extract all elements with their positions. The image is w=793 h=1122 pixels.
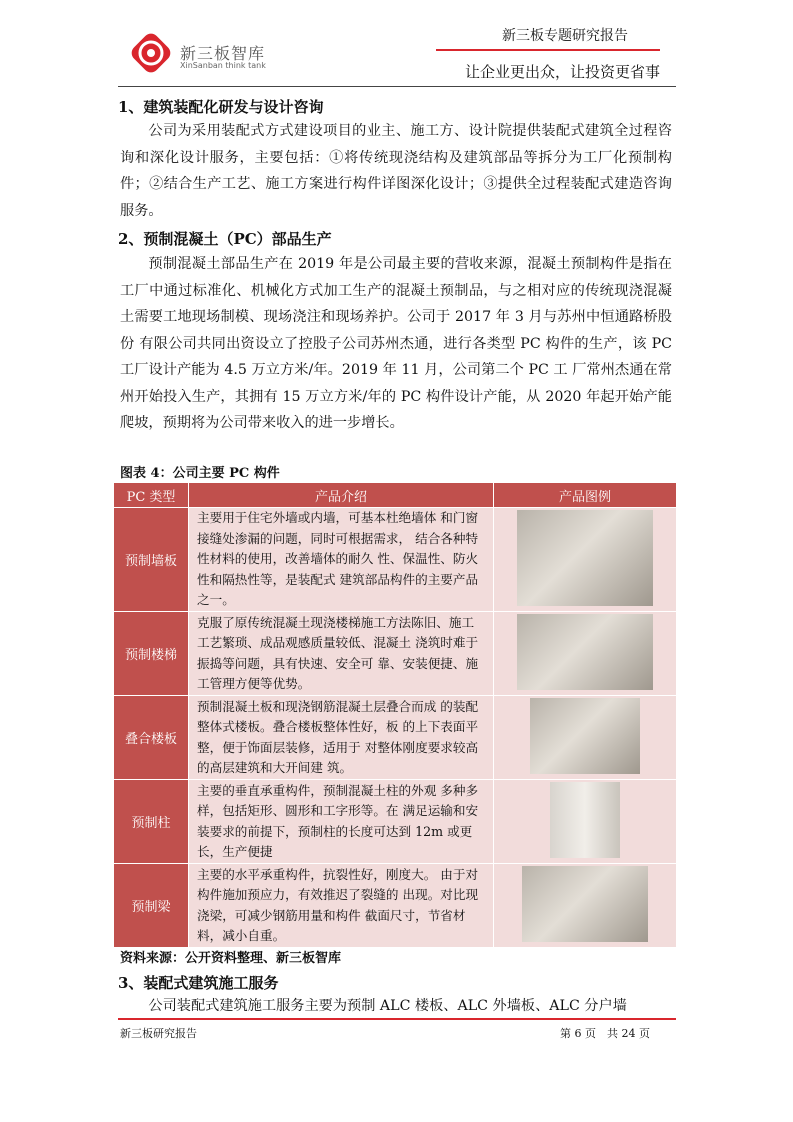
wall-panel-image xyxy=(517,510,653,606)
pc-type: 预制梁 xyxy=(114,864,189,948)
column-header: 产品图例 xyxy=(494,483,677,508)
report-title: 新三板专题研究报告 xyxy=(502,28,628,44)
table-header-row xyxy=(114,483,677,508)
pc-type: 预制墙板 xyxy=(114,508,189,612)
section-heading: 2、预制混凝土（PC）部品生产 xyxy=(118,230,332,248)
table-row xyxy=(114,696,677,780)
pc-description: 主要用于住宅外墙或内墙，可基本杜绝墙体 和门窗接缝处渗漏的问题，同时可根据需求， 结合各种特性材料的使用，改善墙体的耐久 性、保温性、防火性和隔热性等，是装配式 建筑部品构件的主要产品之一。 xyxy=(189,508,494,612)
column-image xyxy=(550,782,620,858)
composite-slab-image xyxy=(530,698,640,774)
beam-image xyxy=(522,866,648,942)
source-note: 资料来源：公开资料整理、新三板智库 xyxy=(120,951,342,966)
footer-label: 新三板研究报告 xyxy=(120,1027,197,1040)
section-heading: 3、装配式建筑施工服务 xyxy=(118,974,279,992)
footer-divider xyxy=(118,1018,676,1020)
header-divider xyxy=(436,49,660,51)
staircase-image xyxy=(517,614,653,690)
table-caption: 图表 4：公司主要 PC 构件 xyxy=(120,466,280,481)
paragraph: 预制混凝土部品生产在 2019 年是公司最主要的营收来源，混凝土预制构件是指在工厂中通过标准化、机械化方式加工生产的混凝土预制品，与之相对应的传统现浇混凝土需要工地现场制模、现场浇注和现场养护。公司于 2017 年 3 月与苏州中恒通路桥股份 有限公司共同出资设立了控股子公司苏州杰通，进行各类型 PC 构件的生产，该 PC 工厂设计产能为 4.5 万立方米/年。2019 年 11 月，公司第二个 PC 工 厂常州杰通在常州开始投入生产，其拥有 15 万立方米/年的 PC 构件设计产能，从 2020 年起开始产能爬坡，预期将为公司带来收入的进一步增长。 xyxy=(120,256,672,431)
column-header: 产品介绍 xyxy=(189,483,494,508)
logo-icon xyxy=(126,28,176,78)
pc-type: 叠合楼板 xyxy=(114,696,189,780)
table-row xyxy=(114,612,677,696)
paragraph: 公司为采用装配式方式建设项目的业主、施工方、设计院提供装配式建筑全过程咨询和深化设计服务，主要包括：①将传统现浇结构及建筑部品等拆分为工厂化预制构件；②结合生产工艺、施工方案进行构件详图深化设计；③提供全过程装配式建造咨询服务。 xyxy=(120,123,672,219)
logo-subtext: XinSanban think tank xyxy=(180,61,266,70)
table-row xyxy=(114,780,677,864)
pc-description: 主要的水平承重构件，抗裂性好，刚度大。 由于对构件施加预应力，有效推迟了裂缝的 出现。对比现浇梁，可减少钢筋用量和构件 截面尺寸，节省材料，减小自重。 xyxy=(189,864,494,948)
slogan: 让企业更出众，让投资更省事 xyxy=(464,63,660,81)
paragraph: 公司装配式建筑施工服务主要为预制 ALC 楼板、ALC 外墙板、ALC 分户墙 xyxy=(148,998,627,1014)
pc-description: 预制混凝土板和现浇钢筋混凝土层叠合而成 的装配整体式楼板。叠合楼板整体性好，板 的上下表面平整，便于饰面层装修，适用于 对整体刚度要求较高的高层建筑和大开间建 筑。 xyxy=(189,696,494,780)
pc-type: 预制柱 xyxy=(114,780,189,864)
logo-text: 新三板智库 xyxy=(180,44,266,63)
header-rule xyxy=(118,86,676,87)
table-row xyxy=(114,864,677,948)
pc-type: 预制楼梯 xyxy=(114,612,189,696)
table-row xyxy=(114,508,677,612)
page-number: 第 6 页 共 24 页 xyxy=(560,1027,650,1040)
pc-description: 克服了原传统混凝土现浇楼梯施工方法陈旧、施工工艺繁琐、成品观感质量较低、混凝土 浇筑时难于振捣等问题，具有快速、安全可 靠、安装便捷、施工管理方便等优势。 xyxy=(189,612,494,696)
section-heading: 1、建筑装配化研发与设计咨询 xyxy=(118,98,324,116)
pc-description: 主要的垂直承重构件，预制混凝土柱的外观 多种多样，包括矩形、圆形和工字形等。在 满足运输和安装要求的前提下，预制柱的长度可达到 12m 或更长，生产便捷 xyxy=(189,780,494,864)
column-header: PC 类型 xyxy=(114,483,189,508)
pc-components-table xyxy=(113,482,677,948)
